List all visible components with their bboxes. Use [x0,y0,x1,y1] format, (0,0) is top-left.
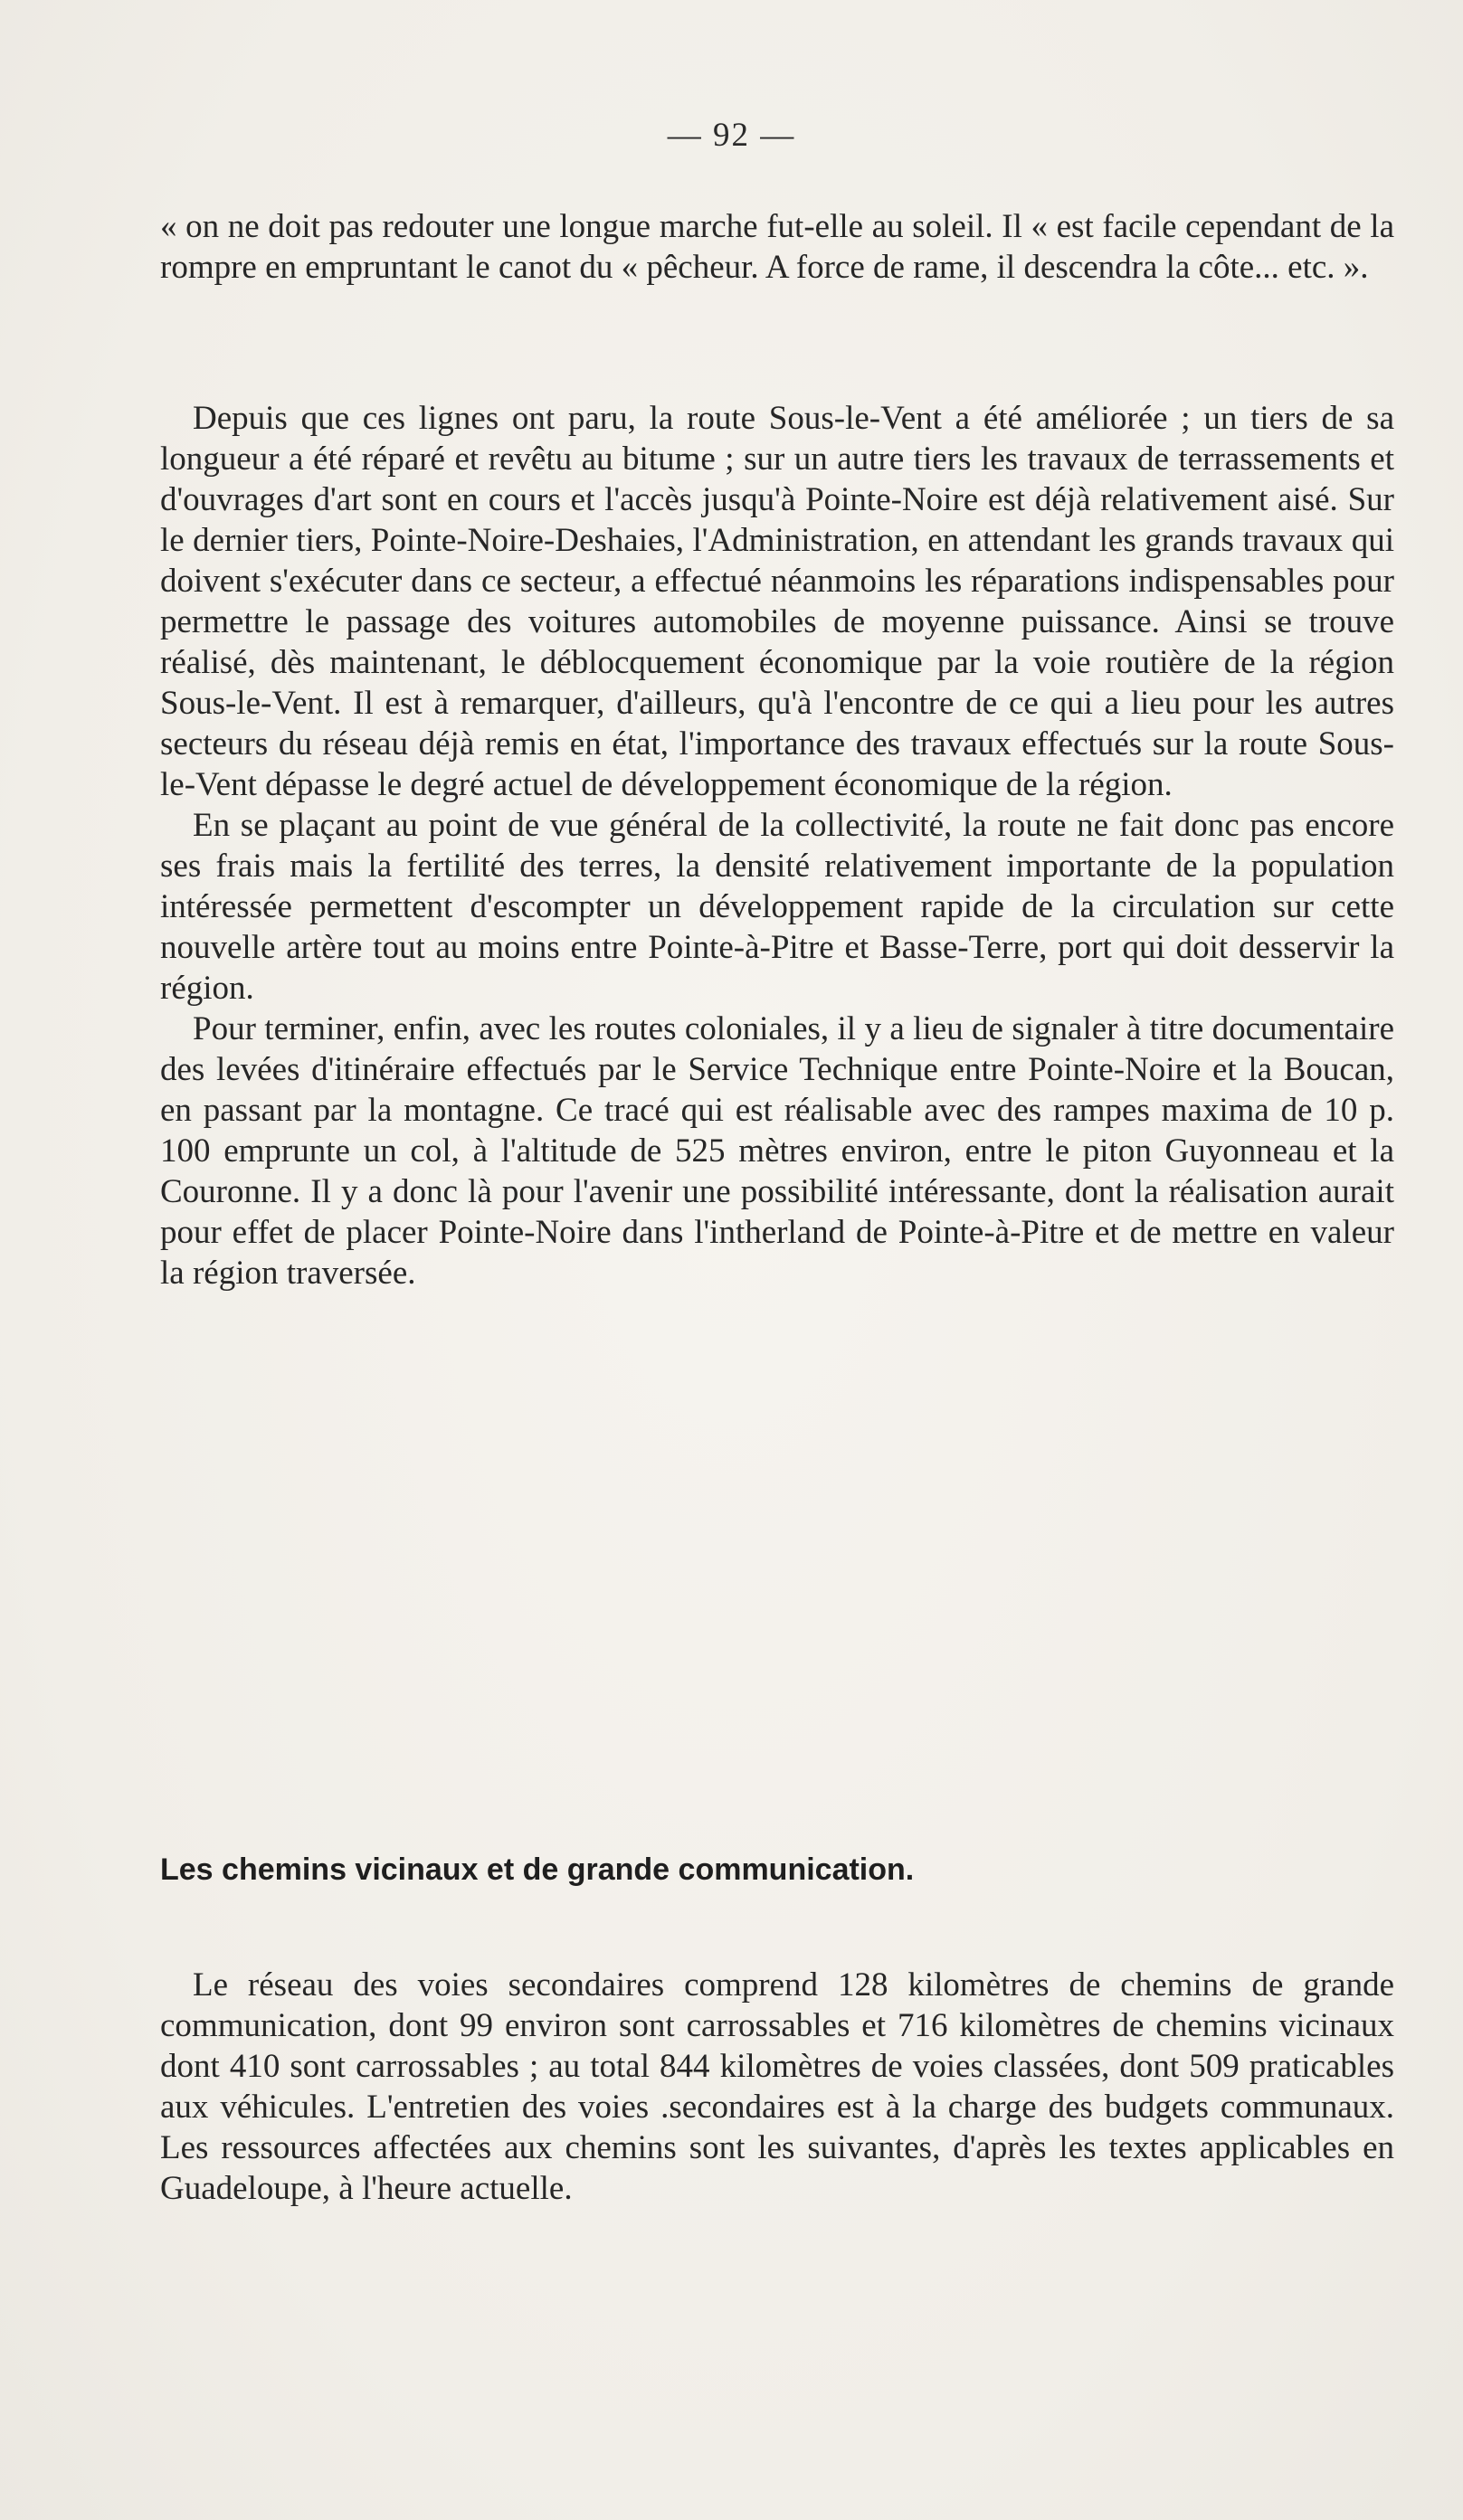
section-body [160,1965,1394,2209]
body-text [160,398,1394,1293]
paragraph-itinerary-survey: Pour terminer, enfin, avec les routes coloniales, il y a lieu de signaler à titre documentaire des levées d'itinéraire effectués par le Service Technique entre Pointe-Noire et la Boucan, en passant par la montagne. Ce tracé qui est réalisable avec des rampes maxima de 10 p. 100 emprunte un col, à l'altitude de 525 mètres environ, entre le piton Guyonneau et la Couronne. Il y a donc là pour l'avenir une possibilité intéressante, dont la réalisation aurait pour effet de placer Pointe-Noire dans l'intherland de Pointe-à-Pitre et de mettre en valeur la région traversée. [160,1010,1394,1292]
paragraph-secondary-network: Le réseau des voies secondaires comprend 128 kilomètres de chemins de grande communication, dont 99 environ sont carrossables et 716 kilomètres de chemins vicinaux dont 410 sont carrossables ; au total 844 kilomètres de voies classées, dont 509 praticables aux véhicules. L'entretien des voies .secondaires est à la charge des budgets communaux. Les ressources affectées aux chemins sont les suivantes, d'après les textes applicables en Guadeloupe, à l'heure actuelle. [160,1966,1394,2207]
paragraph-collectivity: En se plaçant au point de vue général de la collectivité, la route ne fait donc pas encore ses frais mais la fertilité des terres, la densité relativement importante de la population intéressée permettent d'escompter un développement rapide de la circulation sur cette nouvelle artère tout au moins entre Pointe-à-Pitre et Basse-Terre, port qui doit desservir la région. [160,807,1394,1007]
quote-paragraph: « on ne doit pas redouter une longue marche fut-elle au soleil. Il « est facile cependant de la rompre en empruntant le canot du « pêcheur. A force de rame, il descendra la côte... etc. ». [160,208,1394,286]
page-number: — 92 — [667,117,796,154]
quote-block [160,206,1394,288]
section-heading: Les chemins vicinaux et de grande communication. [160,1852,915,1887]
paragraph-route-improvements: Depuis que ces lignes ont paru, la route Sous-le-Vent a été améliorée ; un tiers de sa longueur a été réparé et revêtu au bitume ; sur un autre tiers les travaux de terrassements et d'ouvrages d'art sont en cours et l'accès jusqu'à Pointe-Noire est déjà relativement aisé. Sur le dernier tiers, Pointe-Noire-Deshaies, l'Administration, en attendant les grands travaux qui doivent s'exécuter dans ce secteur, a effectué néanmoins les réparations indispensables pour permettre le passage des voitures automobiles de moyenne puissance. Ainsi se trouve réalisé, dès maintenant, le déblocquement économique par la voie routière de la région Sous-le-Vent. Il est à remarquer, d'ailleurs, qu'à l'encontre de ce qui a lieu pour les autres secteurs du réseau déjà remis en état, l'importance des travaux effectués sur la route Sous-le-Vent dépasse le degré actuel de développement économique de la région. [160,400,1394,803]
